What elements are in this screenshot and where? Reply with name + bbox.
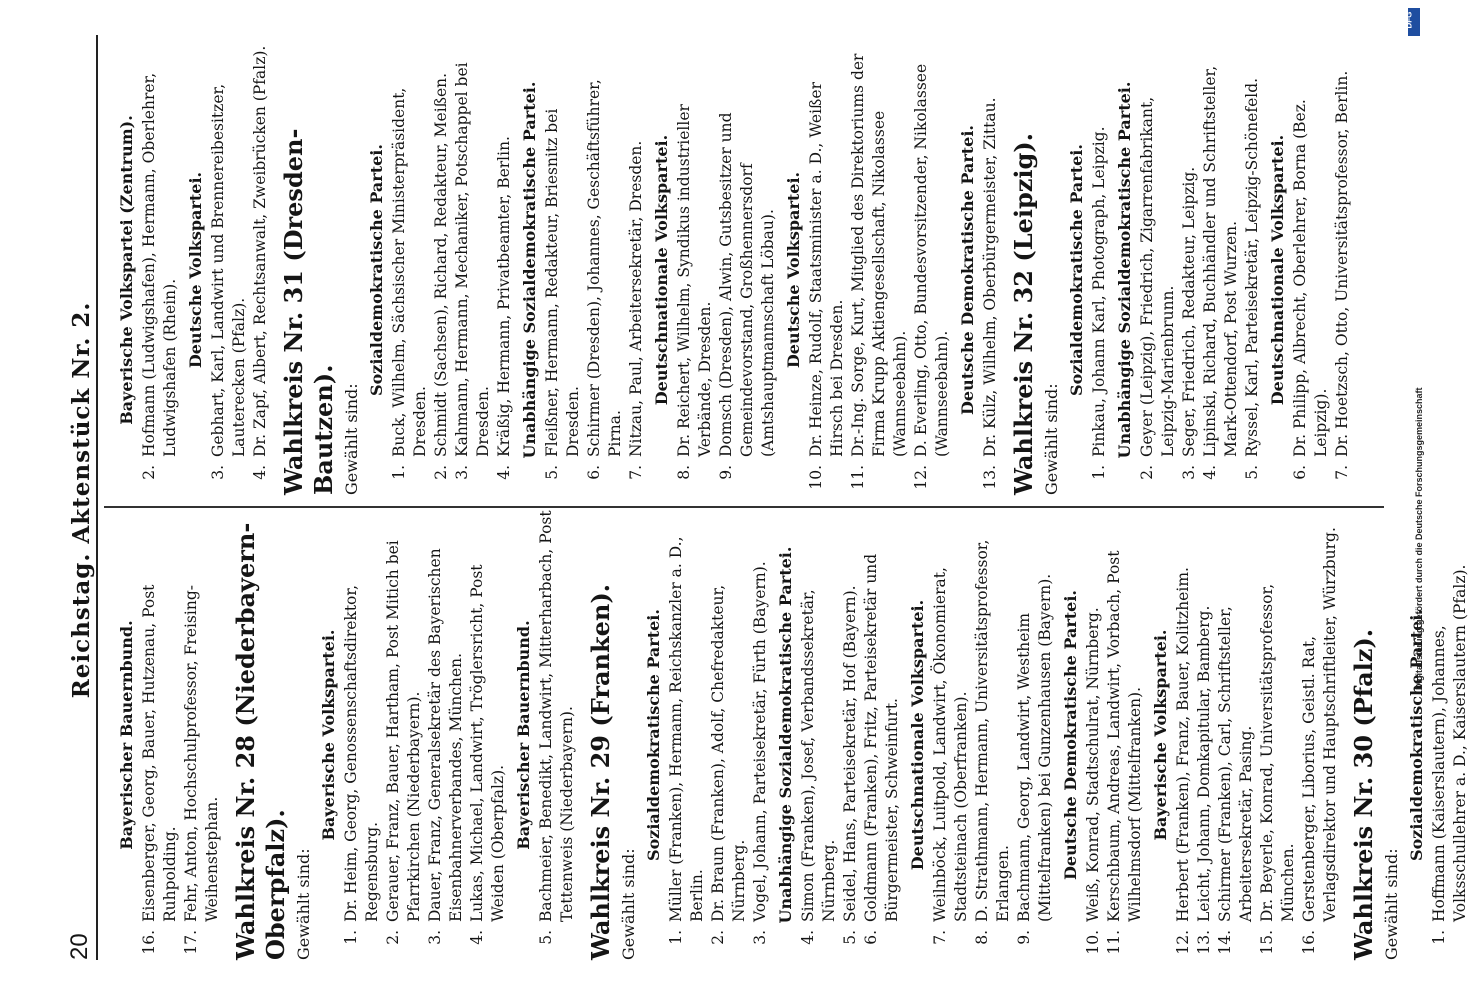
- entry-text: Dr. Braun (Franken), Adolf, Chefredakteur, Nürnberg.: [709, 584, 748, 922]
- party-heading: Deutschnationale Volkspartei.: [652, 134, 671, 406]
- entry-number: 2.: [432, 465, 450, 480]
- candidate-entry: [1299, 510, 1341, 960]
- running-title: Reichstag. Aktenstück Nr. 2.: [68, 301, 95, 699]
- candidate-entry: [708, 510, 750, 960]
- candidate-entry: [1104, 510, 1146, 960]
- entry-number: 5.: [537, 930, 555, 945]
- entry-number: 7.: [1333, 465, 1351, 480]
- candidate-entry: [840, 510, 861, 960]
- entry-number: 12.: [1174, 930, 1192, 955]
- entry-number: 9.: [717, 465, 735, 480]
- wahlkreis-heading: Wahlkreis Nr. 32 (Leipzig).: [1009, 133, 1038, 495]
- entry-number: 10.: [1084, 930, 1102, 955]
- entry-number: 2.: [384, 930, 402, 945]
- candidate-entry: [1083, 510, 1104, 960]
- candidate-entry: [467, 510, 509, 960]
- candidate-entry: [1173, 510, 1194, 960]
- entry-text: Simon (Franken), Josef, Verbandssekretär, Nürnberg.: [799, 589, 838, 922]
- candidate-entry: [584, 45, 626, 495]
- entry-number: 5.: [1243, 465, 1261, 480]
- entry-text: Nitzau, Paul, Arbeitersekretär, Dresden.: [627, 140, 645, 457]
- entry-number: 5.: [841, 930, 859, 945]
- entry-number: 11.: [1105, 930, 1123, 955]
- entry-number: 13.: [1195, 930, 1213, 955]
- elected-label: Gewählt sind:: [1042, 383, 1061, 495]
- entry-text: Vogel, Johann, Parteisekretär, Fürth (Bayern).: [751, 561, 769, 922]
- candidate-entry: [848, 45, 911, 495]
- entry-number: 17.: [182, 930, 200, 955]
- candidate-entry: [536, 510, 578, 960]
- column-separator: [104, 506, 1384, 508]
- entry-text: Dr. Philipp, Albrecht, Oberlehrer, Borna (Bez. Leipzig).: [1291, 99, 1330, 457]
- entry-number: 1.: [667, 930, 685, 945]
- entry-text: Pinkau, Johann Karl, Photograph, Leipzig.: [1090, 126, 1108, 457]
- party-heading: Deutschnationale Volkspartei.: [908, 599, 927, 871]
- elected-label: Gewählt sind:: [1382, 848, 1401, 960]
- candidate-entry: [139, 45, 181, 495]
- entry-number: 4.: [799, 930, 817, 945]
- candidate-entry: [674, 45, 716, 495]
- entry-text: Hoffmann (Kaiserslautern), Johannes, Volksschullehrer a. D., Kaiserslautern (Pfalz).: [1430, 564, 1469, 922]
- entry-text: Weiß, Konrad, Stadtschulrat, Nürnberg.: [1084, 607, 1102, 922]
- entry-number: 6.: [585, 465, 603, 480]
- party-heading: Sozialdemokratische Partei.: [644, 609, 663, 861]
- candidate-entry: [1014, 510, 1056, 960]
- wahlkreis-heading: Wahlkreis Nr. 28 (Niederbayern-Oberpfalz).: [231, 522, 290, 960]
- entry-text: Gebhart, Karl, Landwirt und Brennereibesitzer, Lauterecken (Pfalz).: [209, 83, 248, 457]
- entry-number: 3.: [1180, 465, 1198, 480]
- entry-text: Gerauer, Franz, Bauer, Hartham, Post Mitich bei Pfarrkirchen (Niederbayern).: [384, 540, 423, 922]
- entry-text: Kerschbaum, Andreas, Landwirt, Vorbach, Post Wilhelmsdorf (Mittelfranken).: [1105, 550, 1144, 922]
- entry-text: Schmidt (Sachsen), Richard, Redakteur, Meißen.: [432, 72, 450, 457]
- entry-text: Dauer, Franz, Generalsekretär des Bayerischen Eisenbahnerverbandes, München.: [426, 548, 465, 922]
- elected-label: Gewählt sind:: [294, 848, 313, 960]
- entry-text: D. Everling, Otto, Bundesvorsitzender, Nikolassee (Wannseebahn).: [912, 63, 951, 457]
- candidate-entry: [1332, 45, 1353, 495]
- entry-number: 2.: [1138, 465, 1156, 480]
- entry-text: Weilnböck, Luitpold, Landwirt, Ökonomierat, Stadtsteinach (Oberfranken).: [931, 567, 970, 922]
- right-column: [112, 45, 1392, 495]
- entry-number: 4.: [468, 930, 486, 945]
- entry-number: 6.: [862, 930, 880, 945]
- entry-text: Kahmann, Hermann, Mechaniker, Potschappel bei Dresden.: [453, 62, 492, 457]
- party-heading: Bayerischer Bauernbund.: [117, 620, 136, 850]
- elected-label: Gewählt sind:: [342, 383, 361, 495]
- candidate-entry: [806, 45, 848, 495]
- entry-text: Bachmann, Georg, Landwirt, Westheim (Mittelfranken) bei Gunzenhausen (Bayern).: [1015, 573, 1054, 922]
- entry-number: 8.: [973, 930, 991, 945]
- entry-text: Lukas, Michael, Landwirt, Tröglersricht, Post Weiden (Oberpfalz).: [468, 564, 507, 922]
- party-heading: Sozialdemokratische Partei.: [1067, 144, 1086, 396]
- party-heading: Unabhängige Sozialdemokratische Partei.: [776, 546, 795, 924]
- entry-text: Buck, Wilhelm, Sächsischer Ministerpräsident, Dresden.: [390, 87, 429, 457]
- candidate-entry: [181, 510, 223, 960]
- candidate-entry: [139, 510, 181, 960]
- entry-number: 14.: [1216, 930, 1234, 955]
- candidate-entry: [383, 510, 425, 960]
- candidate-entry: [389, 45, 431, 495]
- party-heading: Deutsche Demokratische Partei.: [958, 125, 977, 415]
- entry-number: 5.: [543, 465, 561, 480]
- entry-text: Herbert (Franken), Franz, Bauer, Kolitzheim.: [1174, 567, 1192, 922]
- candidate-entry: [1137, 45, 1179, 495]
- candidate-entry: [980, 45, 1001, 495]
- digitization-credit: [1394, 0, 1434, 1000]
- entry-text: Eisenberger, Georg, Bauer, Hutzenau, Post Ruhpolding.: [140, 584, 179, 922]
- candidate-entry: [716, 45, 779, 495]
- entry-number: 9.: [1015, 930, 1033, 945]
- entry-number: 16.: [140, 930, 158, 955]
- candidate-entry: [798, 510, 840, 960]
- entry-number: 13.: [981, 465, 999, 490]
- candidate-entry: [1257, 510, 1299, 960]
- entry-text: Leicht, Johann, Domkapitular, Bamberg.: [1195, 605, 1213, 922]
- party-heading: Deutsche Volkspartei.: [784, 171, 803, 369]
- entry-text: Müller (Franken), Hermann, Reichskanzler a. D., Berlin.: [667, 536, 706, 922]
- entry-number: 10.: [807, 465, 825, 490]
- party-heading: Unabhängige Sozialdemokratische Partei.: [1115, 81, 1134, 459]
- candidate-entry: [1179, 45, 1200, 495]
- party-heading: Unabhängige Sozialdemokratische Partei.: [520, 81, 539, 459]
- party-heading: Deutsche Demokratische Partei.: [1061, 590, 1080, 880]
- candidate-entry: [494, 45, 515, 495]
- candidate-entry: [930, 510, 972, 960]
- entry-number: 16.: [1300, 930, 1318, 955]
- candidate-entry: [1089, 45, 1110, 495]
- page-header: [62, 40, 98, 960]
- candidate-entry: [208, 45, 250, 495]
- header-rule: [96, 35, 98, 960]
- entry-number: 11.: [849, 465, 867, 490]
- party-heading: Bayerische Volkspartei.: [1151, 629, 1170, 841]
- entry-text: Gerstenberger, Liborius, Geistl. Rat, Verlagsdirektor und Hauptschriftleiter, Würzburg.: [1300, 527, 1339, 922]
- entry-text: Bachmeier, Benedikt, Landwirt, Mitterharbach, Post Tettenweis (Niederbayern).: [537, 510, 576, 922]
- candidate-entry: [542, 45, 584, 495]
- entry-text: Fehr, Anton, Hochschulprofessor, Freising-Weihenstephan.: [182, 585, 221, 922]
- entry-text: Domsch (Dresden), Alwin, Gutsbesitzer und Gemeindevorstand, Großhennersdorf (Amtshauptmannschaft Löbau).: [717, 112, 777, 457]
- entry-number: 6.: [1291, 465, 1309, 480]
- entry-number: 2.: [140, 465, 158, 480]
- candidate-entry: [341, 510, 383, 960]
- entry-text: D. Strathmann, Hermann, Universitätsprofessor, Erlangen.: [973, 539, 1012, 922]
- page-number: 20: [66, 933, 93, 960]
- entry-number: 3.: [453, 465, 471, 480]
- entry-number: 7.: [931, 930, 949, 945]
- entry-number: 1.: [1430, 930, 1448, 945]
- candidate-entry: [861, 510, 903, 960]
- candidate-entry: [626, 45, 647, 495]
- candidate-entry: [250, 45, 271, 495]
- entry-text: Dr. Zapf, Albert, Rechtsanwalt, Zweibrücken (Pfalz).: [251, 45, 269, 457]
- candidate-entry: [425, 510, 467, 960]
- entry-text: Seger, Friedrich, Redakteur, Leipzig.: [1180, 166, 1198, 457]
- candidate-entry: [1242, 45, 1263, 495]
- entry-text: Ryssel, Karl, Parteisekretär, Leipzig-Schönefeld.: [1243, 77, 1261, 457]
- entry-text: Seidel, Hans, Parteisekretär, Hof (Bayern).: [841, 585, 859, 922]
- entry-text: Dr. Külz, Wilhelm, Oberbürgermeister, Zittau.: [981, 97, 999, 457]
- party-heading: Bayerische Volkspartei (Zentrum).: [117, 115, 136, 425]
- entry-text: Hofmann (Ludwigshafen), Hermann, Oberlehrer, Ludwigshafen (Rhein).: [140, 72, 179, 457]
- party-heading: Bayerischer Bauernbund.: [514, 620, 533, 850]
- entry-number: 7.: [627, 465, 645, 480]
- entry-text: Dr.-Ing. Sorge, Kurt, Mitglied des Direktoriums der Firma Krupp Aktiengesellschaft, Nikolassee (Wannseebahn).: [849, 53, 909, 457]
- candidate-entry: [1215, 510, 1257, 960]
- candidate-entry: [1200, 45, 1242, 495]
- credit-text: Digitalisierung gefördert durch die Deutsche Forschungsgemeinschaft: [1414, 387, 1424, 690]
- wahlkreis-heading: Wahlkreis Nr. 29 (Franken).: [586, 583, 615, 960]
- candidate-entry: [452, 45, 494, 495]
- party-heading: Deutsche Volkspartei.: [186, 171, 205, 369]
- entry-number: 4.: [251, 465, 269, 480]
- party-heading: Sozialdemokratische Partei.: [367, 144, 386, 396]
- entry-number: 3.: [751, 930, 769, 945]
- elected-label: Gewählt sind:: [619, 848, 638, 960]
- entry-number: 4.: [495, 465, 513, 480]
- dfg-logo: DFG: [1408, 8, 1420, 36]
- entry-number: 8.: [675, 465, 693, 480]
- entry-number: 3.: [426, 930, 444, 945]
- candidate-entry: [431, 45, 452, 495]
- entry-text: Goldmann (Franken), Fritz, Parteisekretär und Bürgermeister, Schweinfurt.: [862, 553, 901, 922]
- wahlkreis-heading: Wahlkreis Nr. 31 (Dresden-Bautzen).: [279, 128, 338, 495]
- entry-text: Lipinski, Richard, Buchhändler und Schriftsteller, Mark-Ottendorf, Post Wurzen.: [1201, 65, 1240, 457]
- candidate-entry: [1429, 510, 1471, 960]
- entry-number: 3.: [209, 465, 227, 480]
- entry-text: Geyer (Leipzig), Friedrich, Zigarrenfabrikant, Leipzig-Marienbrunn.: [1138, 96, 1177, 457]
- entry-number: 15.: [1258, 930, 1276, 955]
- entry-text: Schirmer (Dresden), Johannes, Geschäftsführer, Pirna.: [585, 79, 624, 457]
- entry-number: 1.: [342, 930, 360, 945]
- entry-text: Kräßig, Hermann, Privatbeamter, Berlin.: [495, 136, 513, 457]
- entry-number: 12.: [912, 465, 930, 490]
- entry-text: Fleißner, Hermann, Redakteur, Briesnitz bei Dresden.: [543, 108, 582, 457]
- entry-text: Dr. Reichert, Wilhelm, Syndikus industrieller Verbände, Dresden.: [675, 104, 714, 457]
- wahlkreis-heading: Wahlkreis Nr. 30 (Pfalz).: [1349, 628, 1378, 960]
- candidate-entry: [1194, 510, 1215, 960]
- entry-number: 1.: [390, 465, 408, 480]
- candidate-entry: [972, 510, 1014, 960]
- party-heading: Deutschnationale Volkspartei.: [1268, 134, 1287, 406]
- entry-text: Dr. Heinze, Rudolf, Staatsminister a. D., Weißer Hirsch bei Dresden.: [807, 82, 846, 457]
- entry-number: 4.: [1201, 465, 1219, 480]
- entry-text: Dr. Heim, Georg, Genossenschaftsdirektor, Regensburg.: [342, 584, 381, 922]
- entry-number: 1.: [1090, 465, 1108, 480]
- candidate-entry: [750, 510, 771, 960]
- party-heading: Bayerische Volkspartei.: [319, 629, 338, 841]
- entry-text: Schirmer (Franken), Carl, Schriftsteller, Arbeitersekretär, Pasing.: [1216, 606, 1255, 922]
- candidate-entry: [666, 510, 708, 960]
- candidate-entry: [1290, 45, 1332, 495]
- candidate-entry: [911, 45, 953, 495]
- entry-number: 2.: [709, 930, 727, 945]
- entry-text: Dr. Hoetzsch, Otto, Universitätsprofessor, Berlin.: [1333, 70, 1351, 457]
- party-heading: Sozialdemokratische Partei.: [1407, 609, 1426, 861]
- entry-text: Dr. Beyerle, Konrad, Universitätsprofessor, München.: [1258, 583, 1297, 922]
